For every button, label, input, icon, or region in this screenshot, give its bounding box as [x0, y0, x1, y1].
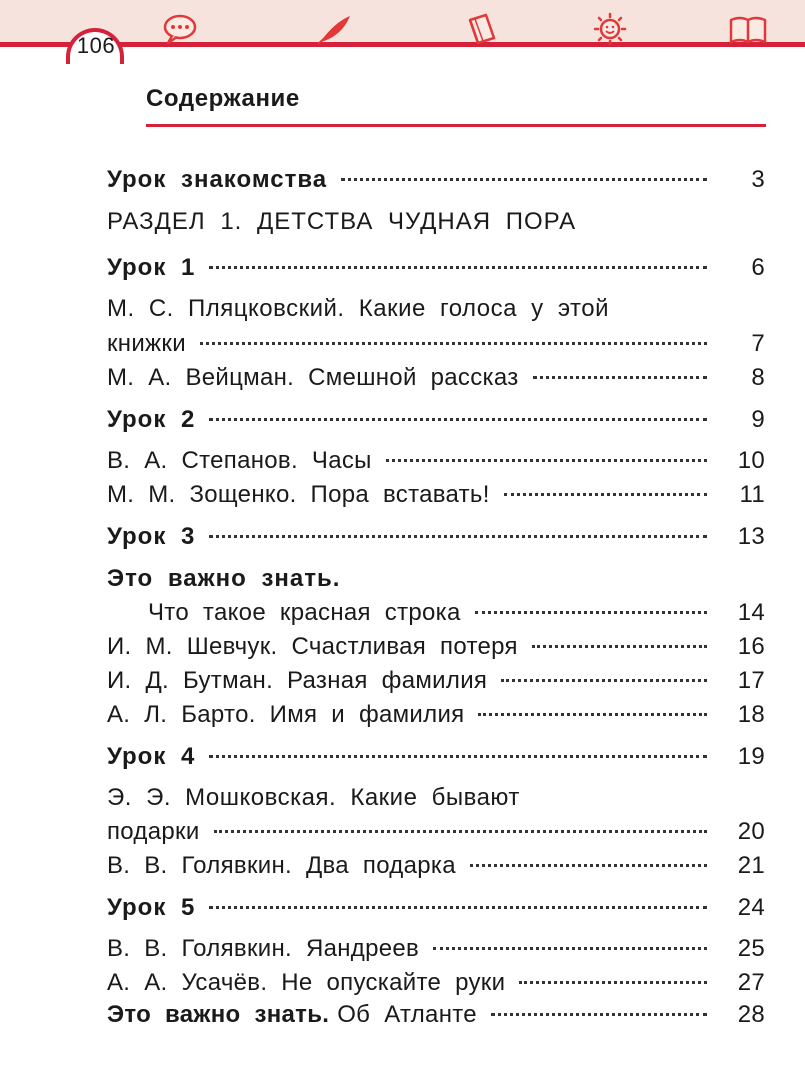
entry-page-number: 3	[751, 166, 765, 193]
dot-leader	[470, 864, 707, 867]
toc-section-heading	[0, 205, 805, 239]
entry-title: Урок знакомства	[107, 166, 328, 193]
toc-lesson-entry	[0, 403, 805, 437]
toc-lesson-entry	[0, 891, 805, 925]
dot-leader	[475, 611, 707, 614]
entry-title: А. А. Усачёв. Не опускайте руки	[107, 969, 506, 996]
entry-page-number: 27	[737, 969, 765, 996]
dot-leader	[209, 755, 707, 758]
entry-title: Об Атланте	[337, 1001, 477, 1028]
entry-title: И. Д. Бутман. Разная фамилия	[107, 667, 488, 694]
entry-page-number: 20	[737, 818, 765, 845]
entry-title: М. А. Вейцман. Смешной рассказ	[107, 364, 519, 391]
dot-leader	[209, 535, 707, 538]
entry-title: подарки	[107, 818, 200, 845]
toc-entry	[0, 596, 805, 630]
toc-entry	[0, 292, 805, 326]
dot-leader	[200, 342, 707, 345]
entry-title: М. С. Пляцковский. Какие голоса у этой	[107, 295, 610, 322]
toc-lesson-entry	[0, 520, 805, 554]
toc-lesson-entry	[0, 251, 805, 285]
toc-entry	[0, 444, 805, 478]
entry-page-number: 8	[751, 364, 765, 391]
entry-title: Это важно знать.	[107, 565, 341, 592]
toc-title: Содержание	[146, 85, 300, 112]
dot-leader	[209, 906, 707, 909]
dot-leader	[519, 981, 707, 984]
entry-title: М. М. Зощенко. Пора вставать!	[107, 481, 490, 508]
dot-leader	[533, 376, 707, 379]
title-rule	[146, 124, 766, 127]
toc-entry	[0, 815, 805, 849]
entry-page-number: 16	[737, 633, 765, 660]
speech-bubble-icon	[160, 12, 200, 46]
entry-page-number: 11	[739, 481, 765, 508]
header-band	[0, 0, 805, 46]
dot-leader	[433, 947, 707, 950]
entry-page-number: 24	[737, 894, 765, 921]
entry-page-number: 6	[751, 254, 765, 281]
page-number: 106	[76, 33, 116, 58]
entry-title: В. В. Голявкин. Два подарка	[107, 852, 456, 879]
toc-lesson-entry	[0, 163, 805, 197]
entry-title: Урок 2	[107, 406, 196, 433]
dot-leader	[491, 1013, 707, 1016]
toc-entry	[0, 998, 805, 1032]
entry-page-number: 10	[737, 447, 765, 474]
toc-entry	[0, 966, 805, 1000]
entry-page-number: 14	[737, 599, 765, 626]
entry-title: Э. Э. Мошковская. Какие бывают	[107, 784, 520, 811]
entry-page-number: 25	[737, 935, 765, 962]
entry-title: Что такое красная строка	[148, 599, 461, 626]
entry-page-number: 13	[737, 523, 765, 550]
toc-entry	[0, 849, 805, 883]
entry-title: Урок 5	[107, 894, 196, 921]
toc-entry	[0, 781, 805, 815]
entry-page-number: 9	[751, 406, 765, 433]
entry-title: В. А. Степанов. Часы	[107, 447, 372, 474]
entry-title: А. Л. Барто. Имя и фамилия	[107, 701, 465, 728]
entry-page-number: 19	[737, 743, 765, 770]
feather-icon	[314, 12, 354, 46]
dot-leader	[532, 645, 707, 648]
entry-page-number: 7	[751, 330, 765, 357]
toc-entry	[0, 478, 805, 512]
open-book-icon	[728, 12, 768, 46]
dot-leader	[478, 713, 707, 716]
dot-leader	[209, 418, 707, 421]
entry-title: В. В. Голявкин. Яандреев	[107, 935, 420, 962]
dot-leader	[501, 679, 707, 682]
dot-leader	[341, 178, 707, 181]
toc-entry	[0, 932, 805, 966]
entry-title: Урок 4	[107, 743, 196, 770]
dot-leader	[386, 459, 707, 462]
toc-entry	[0, 664, 805, 698]
entry-page-number: 28	[737, 1001, 765, 1028]
toc-entry	[0, 562, 805, 596]
dot-leader	[214, 830, 707, 833]
toc-lesson-entry	[0, 740, 805, 774]
toc-entry	[0, 630, 805, 664]
entry-title: РАЗДЕЛ 1. ДЕТСТВА ЧУДНАЯ ПОРА	[107, 208, 577, 235]
entry-page-number: 17	[737, 667, 765, 694]
entry-page-number: 21	[737, 852, 765, 879]
toc-entry	[0, 698, 805, 732]
entry-title: И. М. Шевчук. Счастливая потеря	[107, 633, 518, 660]
sun-icon	[590, 12, 630, 46]
dot-leader	[504, 493, 707, 496]
entry-title: книжки	[107, 330, 186, 357]
toc-entry	[0, 361, 805, 395]
entry-bold-prefix: Это важно знать.	[107, 1001, 330, 1028]
entry-page-number: 18	[737, 701, 765, 728]
book-icon	[462, 12, 502, 46]
entry-title: Урок 3	[107, 523, 196, 550]
entry-title: Урок 1	[107, 254, 196, 281]
dot-leader	[209, 266, 707, 269]
toc-entry	[0, 327, 805, 361]
